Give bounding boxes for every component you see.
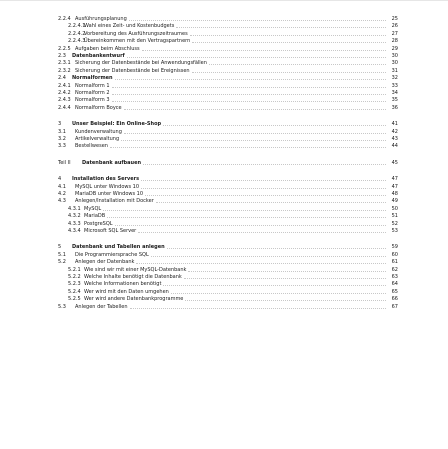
toc-leader-dots (142, 50, 386, 51)
toc-entry-page: 45 (391, 159, 398, 166)
toc-entry-title: Microsoft SQL Server (84, 228, 137, 234)
toc-entry-number: 3.1 (58, 128, 66, 135)
toc-leader-dots (124, 109, 386, 110)
toc-leader-dots (121, 140, 386, 141)
toc-leader-dots (163, 125, 386, 126)
toc-entry-number: 4.3.4 (68, 228, 81, 234)
toc-entry-number: 4.3.3 (68, 220, 81, 227)
toc-entry-title: Datenbank und Tabellen anlegen (72, 244, 165, 251)
toc-entry-number: 2.3.1 (58, 60, 71, 67)
toc-entry-page: 61 (391, 259, 398, 266)
toc-leader-dots (192, 42, 386, 43)
toc-entry-title: Normalform 1 (75, 82, 110, 89)
toc-entry-page: 25 (391, 16, 398, 22)
toc-entry-number: 2.4 (58, 75, 66, 82)
toc-entry-title: Welche Inhalte benötigt die Datenbank (84, 274, 182, 280)
toc-entry-number: 4.3.2 (68, 213, 81, 220)
toc-entry-number: 2.4.2 (58, 90, 71, 96)
toc-entry-title: Aufgaben beim Abschluss (75, 45, 140, 52)
toc-leader-dots (138, 232, 386, 233)
toc-entry-title: Ausführungsplanung (75, 16, 127, 22)
toc-entry-page: 41 (391, 121, 398, 128)
toc-entry-page: 29 (391, 45, 398, 52)
toc-entry-number: 5.2.4 (68, 288, 81, 295)
toc-entry-number: 5.1 (58, 251, 66, 258)
toc-entry-title: Wie sind wir mit einer MySQL-Datenbank (84, 266, 187, 273)
toc-entry-title: Sicherung der Datenbestände bei Ereignissen (75, 67, 190, 74)
toc-entry-page: 52 (391, 220, 398, 227)
toc-entry-title: Anlegen der Datenbank (75, 259, 135, 266)
toc-entry-title: Installation des Servers (72, 176, 140, 183)
toc-entry-number: 5.2.5 (68, 296, 81, 303)
toc-entry-title: Datenbank aufbauen (82, 159, 142, 166)
toc-entry-number: 4.3.1 (68, 205, 81, 212)
toc-leader-dots (112, 87, 386, 88)
toc-entry-page: 51 (391, 213, 398, 220)
toc-entry[interactable] (0, 303, 448, 311)
toc-leader-dots (141, 180, 386, 181)
toc-entry-number: 2.2.4.3 (68, 38, 86, 45)
toc-entry-title: Vorbereitung des Ausführungszeitraumes (84, 30, 188, 37)
toc-entry-number: 3.3 (58, 143, 66, 150)
toc-leader-dots (209, 64, 386, 65)
toc-entry-number: 2.4.3 (58, 97, 71, 104)
toc-leader-dots (188, 271, 386, 272)
toc-leader-dots (136, 263, 386, 264)
toc-entry-title: Unser Beispiel: Ein Online-Shop (72, 121, 162, 128)
toc-entry-page: 44 (391, 143, 398, 150)
toc-entry-page: 30 (391, 60, 398, 67)
toc-entry-title: Wer wird andere Datenbankprogramme (84, 296, 184, 303)
toc-entry-number: 3.2 (58, 136, 66, 142)
toc-entry-number: 5.3 (58, 303, 66, 310)
toc-leader-dots (192, 72, 386, 73)
toc-entry-page: 35 (391, 97, 398, 104)
toc-entry-page: 63 (391, 274, 398, 280)
toc-entry-title: Normalform 3 (75, 97, 110, 104)
toc-entry-number: 2.3 (58, 53, 66, 59)
toc-entry-title: MySQL (84, 205, 102, 212)
toc-entry[interactable] (0, 104, 448, 112)
toc-entry-title: MariaDB unter Windows 10 (75, 191, 144, 197)
toc-entry-title: Bestellwesen (75, 143, 108, 150)
toc-leader-dots (145, 195, 386, 196)
toc-entry-title: Anlegen/Installation mit Docker (75, 198, 154, 205)
toc-entry-title: MySQL unter Windows 10 (75, 183, 140, 190)
toc-entry-page: 32 (391, 75, 398, 82)
toc-leader-dots (112, 94, 386, 95)
toc-entry-page: 43 (391, 136, 398, 142)
toc-entry-title: Normalform Boyce (75, 104, 122, 111)
toc-entry-title: Normalformen (72, 75, 113, 82)
toc-entry-title: Sicherung der Datenbestände bei Anwendungsfällen (75, 60, 207, 67)
toc-entry-page: 33 (391, 82, 398, 89)
toc-entry-title: PostgreSQL (84, 220, 113, 227)
toc-entry-title: Artikelverwaltung (75, 136, 120, 142)
toc-leader-dots (151, 256, 386, 257)
toc-leader-dots (107, 217, 386, 218)
toc-entry-number: 2.2.4.1 (68, 23, 86, 30)
toc-entry-title: Wahl eines Zeit- und Kostenbudgets (84, 23, 175, 30)
toc-entry-page: 30 (391, 53, 398, 59)
toc-entry-page: 47 (391, 176, 398, 183)
toc-entry-title: Übereinkommen mit den Vertragspartnern (84, 38, 191, 45)
toc-entry-page: 66 (391, 296, 398, 303)
toc-leader-dots (124, 133, 386, 134)
toc-entry[interactable] (0, 142, 448, 150)
toc-leader-dots (190, 35, 386, 36)
toc-entry[interactable] (0, 159, 448, 167)
toc-entry-page: 50 (391, 205, 398, 212)
toc-entry-page: 34 (391, 90, 398, 96)
toc-entry-title: Welche Informationen benötigt (84, 281, 162, 288)
toc-entry-number: 2.3.2 (58, 67, 71, 74)
toc-leader-dots (130, 308, 386, 309)
toc-entry-page: 27 (391, 30, 398, 37)
toc-entry[interactable] (0, 227, 448, 235)
toc-entry-page: 47 (391, 183, 398, 190)
toc-entry-title: Wer wird mit den Daten umgehen (84, 288, 169, 295)
toc-entry-page: 65 (391, 288, 398, 295)
toc-entry-title: Normalform 2 (75, 90, 110, 96)
toc-entry-page: 42 (391, 128, 398, 135)
toc-entry-number: 2.2.5 (58, 45, 71, 52)
toc-leader-dots (184, 278, 386, 279)
toc-entry-number: 2.4.1 (58, 82, 71, 89)
toc-leader-dots (167, 248, 386, 249)
toc-entry-title: Kundenverwaltung (75, 128, 122, 135)
toc-entry-page: 64 (391, 281, 398, 288)
toc-leader-dots (171, 293, 386, 294)
toc-leader-dots (115, 225, 386, 226)
toc-entry-page: 60 (391, 251, 398, 258)
toc-entry-title: MariaDB (84, 213, 106, 220)
toc-entry-page: 31 (391, 67, 398, 74)
toc-entry-number: 2.4.4 (58, 104, 71, 111)
toc-entry-number: Teil II (58, 159, 71, 166)
toc-entry-number: 3 (58, 121, 62, 128)
toc-entry-title: Anlegen der Tabellen (75, 303, 128, 310)
toc-leader-dots (129, 20, 386, 21)
toc-leader-dots (127, 57, 386, 58)
toc-entry-page: 28 (391, 38, 398, 45)
toc-entry-page: 53 (391, 228, 398, 234)
toc-entry-title: Datenbankentwurf (72, 53, 125, 59)
toc-leader-dots (110, 147, 386, 148)
toc-leader-dots (103, 210, 386, 211)
toc-leader-dots (112, 101, 386, 102)
toc-entry-number: 5.2.3 (68, 281, 81, 288)
toc-leader-dots (115, 79, 386, 80)
toc-leader-dots (163, 285, 386, 286)
toc-entry-number: 4.1 (58, 183, 66, 190)
toc-entry-page: 67 (391, 303, 398, 310)
toc-entry-number: 5.2.1 (68, 266, 81, 273)
toc-entry-number: 2.2.4 (58, 16, 71, 22)
toc-entry-page: 59 (391, 244, 398, 251)
toc-leader-dots (185, 300, 386, 301)
toc-leader-dots (143, 164, 386, 165)
toc-entry-title: Die Programmiersprache SQL (75, 251, 149, 258)
toc-entry-number: 5.2.2 (68, 274, 81, 280)
toc-leader-dots (156, 202, 386, 203)
toc-entry-number: 4.2 (58, 191, 66, 197)
toc-entry-number: 4 (58, 176, 62, 183)
toc-entry-page: 48 (391, 191, 398, 197)
toc-entry-page: 49 (391, 198, 398, 205)
toc-entry-page: 62 (391, 266, 398, 273)
toc-entry-number: 2.2.4.2 (68, 30, 86, 37)
toc-entry-page: 36 (391, 104, 398, 111)
toc-entry-number: 5 (58, 244, 62, 251)
toc-entry-number: 4.3 (58, 198, 66, 205)
toc-leader-dots (176, 27, 386, 28)
toc-leader-dots (141, 188, 386, 189)
toc-entry-page: 26 (391, 23, 398, 30)
toc-entry-number: 5.2 (58, 259, 66, 266)
